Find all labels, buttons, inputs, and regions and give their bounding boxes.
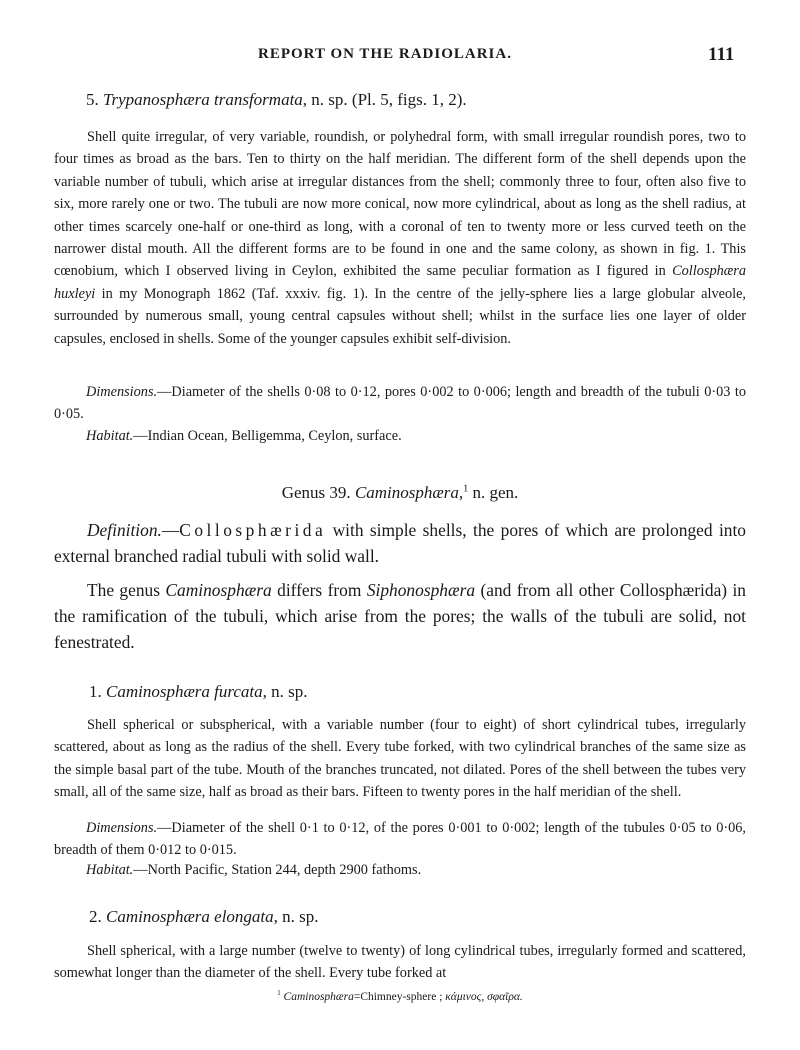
species-number: 5. xyxy=(86,90,99,109)
species-suffix: , n. sp. (Pl. 5, figs. 1, 2). xyxy=(302,90,467,109)
species-1-dimensions: Dimensions.—Diameter of the shell 0·1 to 0·12, of the pores 0·001 to 0·002; length of the tubules 0·05 to 0·06, breadth of them 0·012 to 0·015. xyxy=(54,820,746,859)
species-5-dimensions: Dimensions.—Diameter of the shells 0·08 to 0·12, pores 0·002 to 0·006; length and breadth of the tubuli 0·03 to 0·05. xyxy=(54,384,746,423)
genus-definition: Definition.—Collosphærida with simple shells, the pores of which are prolonged into external branched radial tubuli with solid wall. xyxy=(54,520,746,566)
page-number: 111 xyxy=(708,44,735,65)
footnote-ref: 1 xyxy=(463,483,469,495)
species-2-description: Shell spherical, with a large number (twelve to twenty) of long cylindrical tubes, irregularly formed and scattered, somewhat longer than the diameter of the shell. Every tube forked at xyxy=(54,943,746,982)
species-5-heading xyxy=(86,90,467,110)
genus-remark: The genus Caminosphæra differs from Siphonosphæra (and from all other Collosphærida) in the ramification of the tubuli, which arise from the pores; the walls of the tubuli are solid, not fenestrated. xyxy=(54,580,747,652)
species-5-description: Shell quite irregular, of very variable, roundish, or polyhedral form, with small irregular roundish pores, two to four times as broad as the bars. Ten to thirty on the half meridian. The different form of the shell depends upon the variable number of tubuli, which arise at irregular distances from the shell; commonly three to four, often also five to six, more rarely one or two. The tubuli are now more conical, now more cylindrical, about as long as the shell radius, at other times scarcely one-half or one-third as long, with a coronal of ten to twenty more or less curved teeth on the narrower distal mouth. All the different forms are to be found in one and the same colony, as shown in fig. 1. This cœnobium, which I observed living in Ceylon, exhibited the same peculiar formation as I figured in Collosphæra huxleyi in my Monograph 1862 (Taf. xxxiv. fig. 1). In the centre of the jelly-sphere lies a large globular alveole, surrounded by numerous small, young central capsules without shell; whilst in the surface lies one layer of older capsules, enclosed in shells. Some of the younger capsules exhibit self-division. xyxy=(54,129,746,347)
species-name: Trypanosphæra transformata xyxy=(103,90,303,109)
running-title: REPORT ON THE RADIOLARIA. xyxy=(258,46,512,62)
genus-heading: Genus 39. Caminosphæra,$^1$ n. gen. xyxy=(281,483,519,502)
species-1-habitat: Habitat.—North Pacific, Station 244, depth 2900 fathoms. xyxy=(86,862,422,878)
footnote: $^1$ Caminosphæra=Chimney-sphere ; κάμινος, σφαῖρα. xyxy=(277,990,523,1003)
species-1-heading: 1. Caminosphæra furcata, n. sp. xyxy=(89,682,308,701)
species-5-habitat: Habitat.—Indian Ocean, Belligemma, Ceylon, surface. xyxy=(86,428,402,444)
species-2-heading: 2. Caminosphæra elongata, n. sp. xyxy=(89,907,319,926)
species-1-description: Shell spherical or subspherical, with a variable number (four to eight) of short cylindrical tubes, irregularly scattered, about as long as the radius of the shell. Every tube forked, with two cylindrical branches of the same size as the simple basal part of the tube. Mouth of the branches truncated, not dilated. Pores of the shell between the tubes very small, all of the same size, half as broad as their bars. Fifteen to twenty pores in the half meridian of the shell. xyxy=(54,717,746,801)
